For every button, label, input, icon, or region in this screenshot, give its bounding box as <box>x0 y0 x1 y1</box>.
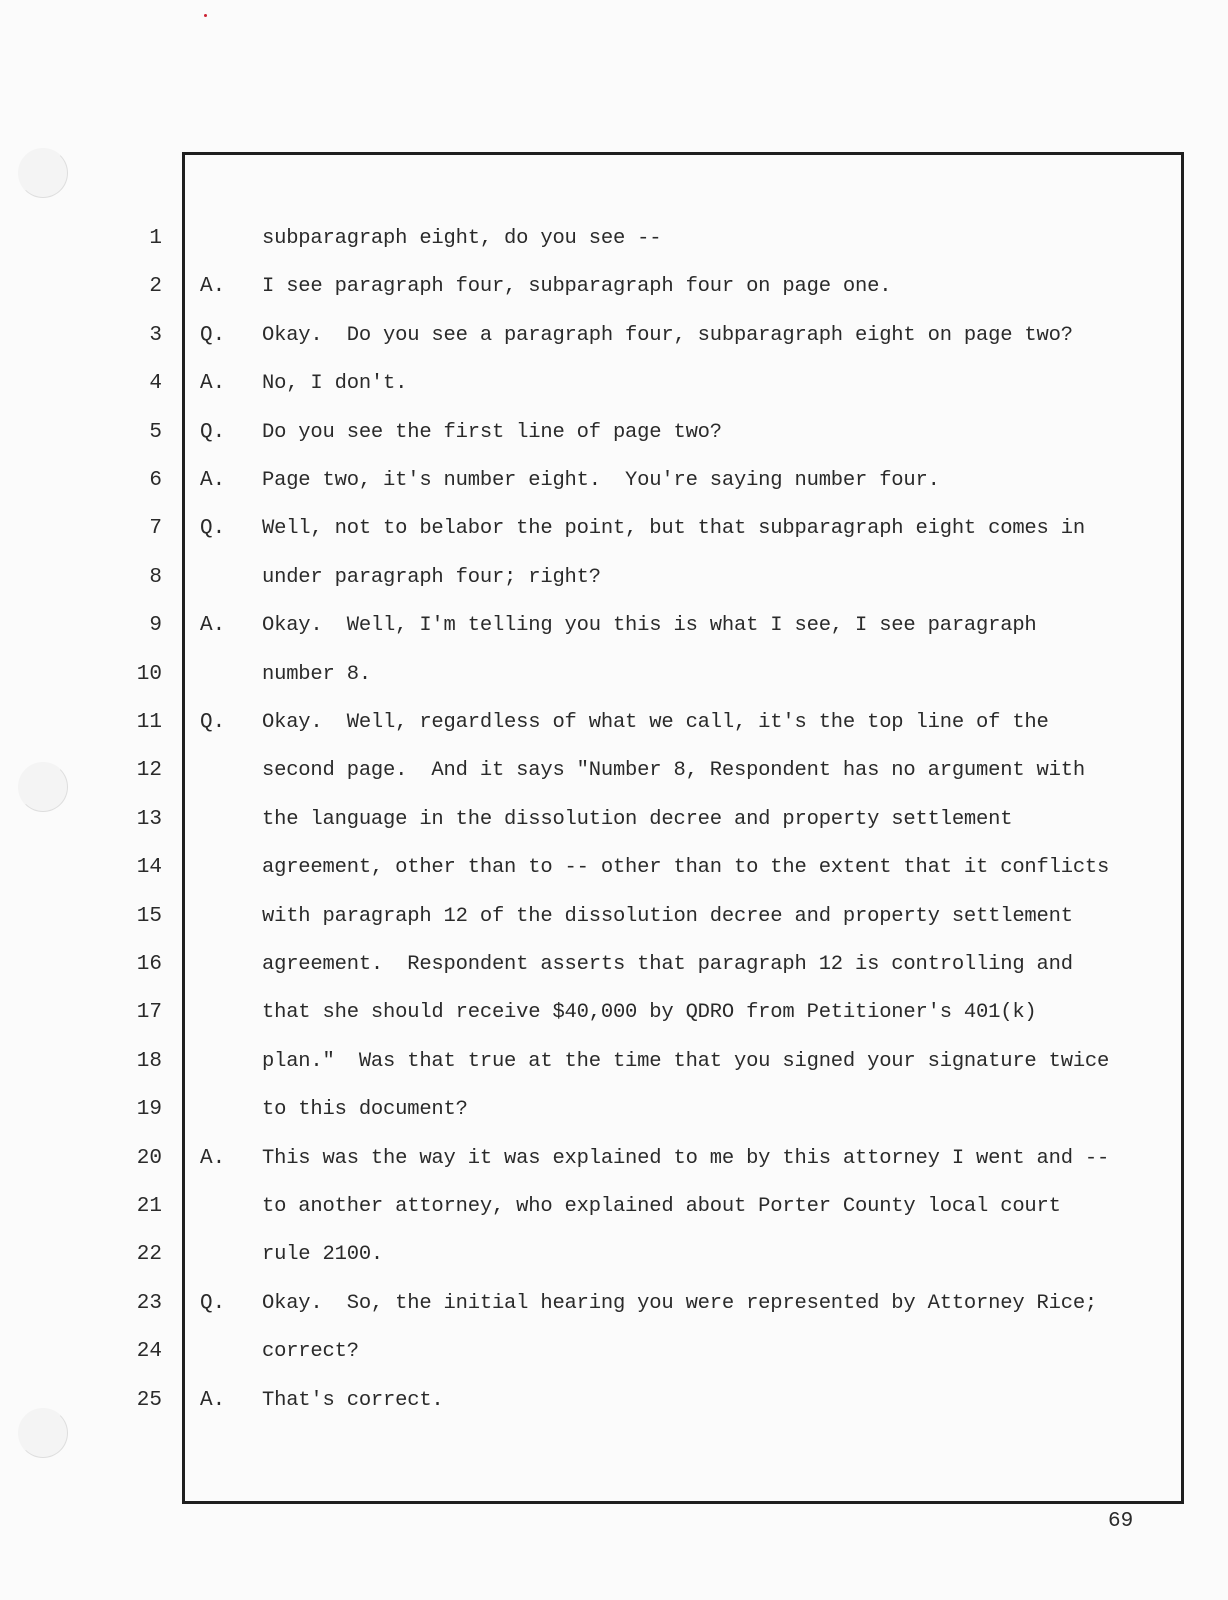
line-number: 23 <box>136 1291 162 1315</box>
line-number: 5 <box>149 420 162 444</box>
speaker-label: Q. <box>200 420 226 444</box>
transcript-line <box>0 563 1228 593</box>
line-number: 17 <box>136 1001 162 1025</box>
transcript-line <box>0 1337 1228 1367</box>
punch-hole-top <box>18 148 68 198</box>
transcript-line <box>0 998 1228 1028</box>
line-text: Okay. So, the initial hearing you were represented by Attorney Rice; <box>262 1291 1098 1315</box>
transcript-line <box>0 224 1228 254</box>
line-number: 12 <box>136 759 162 783</box>
line-number: 13 <box>136 807 162 831</box>
transcript-line <box>0 1144 1228 1174</box>
transcript-line <box>0 950 1228 980</box>
speaker-label: A. <box>200 1388 226 1412</box>
line-text: Page two, it's number eight. You're saying number four. <box>262 469 940 492</box>
line-text: with paragraph 12 of the dissolution decree and property settlement <box>262 904 1073 928</box>
line-number: 6 <box>149 469 162 492</box>
page-number: 69 <box>1108 1510 1134 1533</box>
speaker-label: Q. <box>200 711 226 734</box>
transcript-line <box>0 514 1228 544</box>
line-text: Okay. Do you see a paragraph four, subparagraph eight on page two? <box>262 323 1073 347</box>
line-text: That's correct. <box>262 1388 444 1412</box>
line-number: 15 <box>136 904 162 928</box>
speaker-label: A. <box>200 275 226 299</box>
transcript-line <box>0 369 1228 399</box>
line-number: 16 <box>136 953 162 976</box>
line-text: Okay. Well, regardless of what we call, it's the top line of the <box>262 711 1049 734</box>
line-text: No, I don't. <box>262 372 408 396</box>
line-number: 2 <box>149 275 162 299</box>
line-number: 20 <box>136 1146 162 1170</box>
transcript-line <box>0 708 1228 738</box>
line-text: Okay. Well, I'm telling you this is what I see, I see paragraph <box>262 614 1037 638</box>
line-number: 14 <box>136 856 162 880</box>
line-text: number 8. <box>262 662 371 686</box>
transcript-line <box>0 1047 1228 1077</box>
line-number: 24 <box>136 1340 162 1364</box>
transcript-line <box>0 466 1228 496</box>
line-text: the language in the dissolution decree and property settlement <box>262 807 1013 831</box>
transcript-line <box>0 418 1228 448</box>
transcript-line <box>0 1240 1228 1270</box>
transcript-line <box>0 611 1228 641</box>
transcript-line <box>0 1192 1228 1222</box>
transcript-line <box>0 902 1228 932</box>
line-number: 22 <box>136 1243 162 1267</box>
speaker-label: A. <box>200 1146 226 1170</box>
line-number: 8 <box>149 565 162 589</box>
ink-speck <box>204 14 207 17</box>
line-number: 3 <box>149 323 162 347</box>
speaker-label: A. <box>200 372 226 396</box>
line-number: 1 <box>149 227 162 250</box>
speaker-label: A. <box>200 614 226 638</box>
line-text: Well, not to belabor the point, but that subparagraph eight comes in <box>262 517 1085 541</box>
line-number: 11 <box>136 711 162 734</box>
line-text: that she should receive $40,000 by QDRO from Petitioner's 401(k) <box>262 1001 1037 1025</box>
line-text: to this document? <box>262 1098 468 1122</box>
speaker-label: Q. <box>200 517 226 541</box>
transcript-line <box>0 1386 1228 1416</box>
line-number: 25 <box>136 1388 162 1412</box>
line-number: 10 <box>136 662 162 686</box>
line-text: agreement, other than to -- other than to the extent that it conflicts <box>262 856 1110 880</box>
line-text: second page. And it says "Number 8, Respondent has no argument with <box>262 759 1085 783</box>
line-text: I see paragraph four, subparagraph four on page one. <box>262 275 892 299</box>
line-number: 19 <box>136 1098 162 1122</box>
line-text: rule 2100. <box>262 1243 384 1267</box>
line-text: to another attorney, who explained about Porter County local court <box>262 1195 1061 1218</box>
line-text: Do you see the first line of page two? <box>262 420 722 444</box>
line-number: 18 <box>136 1049 162 1073</box>
line-text: under paragraph four; right? <box>262 565 601 589</box>
line-number: 21 <box>136 1195 162 1218</box>
transcript-line <box>0 272 1228 302</box>
speaker-label: A. <box>200 469 226 492</box>
line-text: subparagraph eight, do you see -- <box>262 227 662 250</box>
transcript-line <box>0 853 1228 883</box>
line-text: This was the way it was explained to me by this attorney I went and -- <box>262 1146 1110 1170</box>
speaker-label: Q. <box>200 323 226 347</box>
line-text: plan." Was that true at the time that you signed your signature twice <box>262 1049 1110 1073</box>
line-text: correct? <box>262 1340 359 1364</box>
transcript-line <box>0 1289 1228 1319</box>
transcript-line <box>0 660 1228 690</box>
speaker-label: Q. <box>200 1291 226 1315</box>
transcript-line <box>0 321 1228 351</box>
transcript-line <box>0 1095 1228 1125</box>
line-number: 9 <box>149 614 162 638</box>
line-number: 7 <box>149 517 162 541</box>
line-text: agreement. Respondent asserts that paragraph 12 is controlling and <box>262 953 1073 976</box>
transcript-line <box>0 756 1228 786</box>
transcript-line <box>0 805 1228 835</box>
line-number: 4 <box>149 372 162 396</box>
